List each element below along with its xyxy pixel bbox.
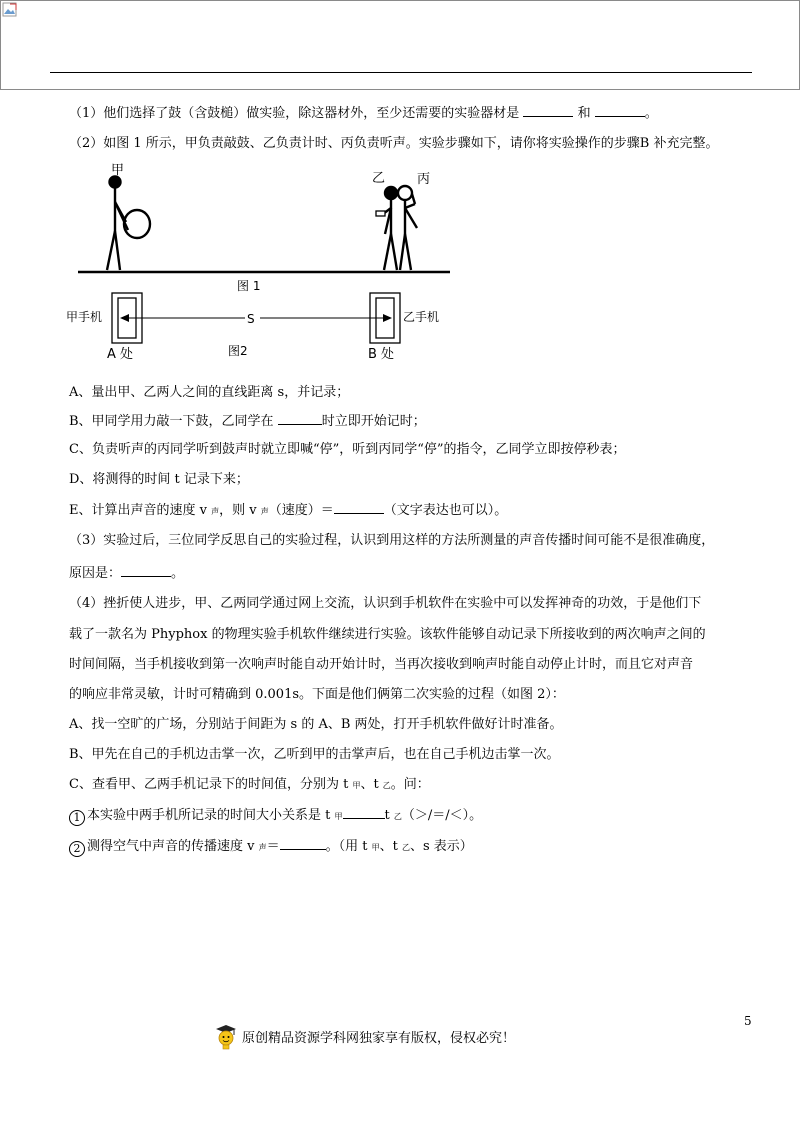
- circled-number: 2: [69, 841, 85, 857]
- question-3-line-1: （3）实验过后，三位同学反思自己的实验过程，认识到用这样的方法所测量的声音传播时间可能不是很准确度，: [69, 533, 715, 548]
- label-distance: S: [247, 312, 255, 326]
- figure-2-caption: 图2: [228, 344, 248, 358]
- label-place-b: B 处: [368, 347, 395, 362]
- person-bing-figure: [398, 186, 417, 270]
- page-number: 5: [744, 1014, 752, 1028]
- question-4-line-2: 载了一款名为 Phyphox 的物理实验手机软件继续进行实验。该软件能够自动记录下所接收到的两次响声之间的: [69, 627, 706, 642]
- step-a: A、量出甲、乙两人之间的直线距离 s，并记录；: [69, 385, 350, 400]
- question-3-line-2: 原因是： 。: [69, 566, 185, 581]
- question-4-line-4: 的响应非常灵敏，计时可精确到 0.001s。下面是他们俩第二次实验的过程（如图 2）：: [69, 687, 565, 702]
- answer-blank[interactable]: [334, 501, 384, 514]
- broken-image-icon: [2, 2, 18, 18]
- copyright-text: 原创精品资源学科网独家享有版权，侵权必究！: [242, 1031, 516, 1046]
- answer-blank[interactable]: [278, 412, 322, 425]
- question-4-line-3: 时间间隔，当手机接收到第一次响声时能自动开始计时，当再次接收到响声时能自动停止计时，而且它对声音: [69, 657, 694, 672]
- label-phone-right: 乙手机: [403, 310, 440, 324]
- answer-blank[interactable]: [523, 104, 573, 117]
- step-e: E、计算出声音的速度 v 声，则 v 声（速度）＝ （文字表达也可以）。: [69, 503, 508, 518]
- step-d: D、将测得的时间 t 记录下来；: [69, 472, 249, 487]
- question-4-step-b: B、甲先在自己的手机边击掌一次，乙听到甲的击掌声后，也在自己手机边击掌一次。: [69, 747, 560, 762]
- person-yi-figure: [383, 187, 397, 270]
- circled-number: 1: [69, 810, 85, 826]
- diagram-drawing: [60, 164, 460, 374]
- step-c: C、负责听声的丙同学听到鼓声时就立即喊“停”，听到丙同学“停”的指令，乙同学立即按停秒表；: [69, 442, 626, 457]
- mascot-icon: [212, 1022, 240, 1050]
- question-1: （1）他们选择了鼓（含鼓槌）做实验，除这器材外，至少还需要的实验器材是 和 。: [69, 106, 658, 121]
- answer-blank[interactable]: [121, 564, 171, 577]
- drum: [124, 210, 150, 238]
- label-jia: 甲: [111, 163, 125, 178]
- sub-question-2: 2 测得空气中声音的传播速度 v 声＝ 。（用 t 甲、t 乙、s 表示）: [69, 837, 473, 857]
- stopwatch: [376, 211, 385, 216]
- question-4-step-a: A、找一空旷的广场，分别站于间距为 s 的 A、B 两处，打开手机软件做好计时准备。: [69, 717, 563, 732]
- answer-blank[interactable]: [595, 104, 645, 117]
- experiment-diagram: [60, 164, 460, 374]
- question-4-step-c: C、查看甲、乙两手机记录下的时间值，分别为 t 甲、t 乙。问：: [69, 777, 430, 792]
- label-bing: 丙: [417, 172, 431, 187]
- label-yi: 乙: [372, 171, 386, 186]
- step-b: B、甲同学用力敲一下鼓，乙同学在 时立即开始记时；: [69, 414, 426, 429]
- page-header-frame: [0, 0, 800, 90]
- answer-blank[interactable]: [280, 837, 326, 850]
- figure-1-caption: 图 1: [237, 279, 261, 293]
- sub-question-1: 1 本实验中两手机所记录的时间大小关系是 t 甲 t 乙（＞/＝/＜）。: [69, 806, 482, 826]
- label-phone-left: 甲手机: [66, 310, 103, 324]
- question-2: （2）如图 1 所示，甲负责敲鼓、乙负责计时、丙负责听声。实验步骤如下，请你将实验操作的步骤B 补充完整。: [69, 136, 719, 151]
- question-4-line-1: （4）挫折使人进步，甲、乙两同学通过网上交流，认识到手机软件在实验中可以发挥神奇的功效，于是他们下: [69, 596, 702, 611]
- answer-blank[interactable]: [343, 806, 385, 819]
- header-rule: [50, 72, 752, 73]
- label-place-a: A 处: [107, 347, 134, 362]
